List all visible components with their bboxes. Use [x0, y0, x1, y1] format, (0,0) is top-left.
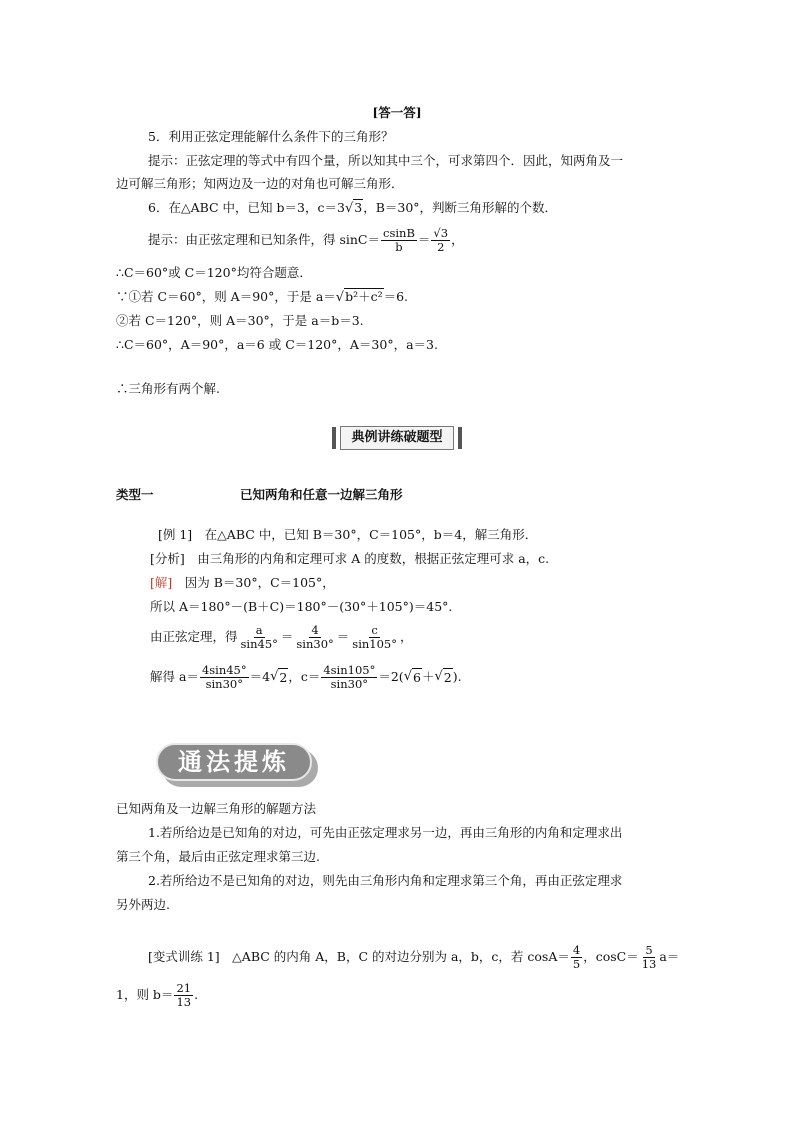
radicand: 3 — [354, 200, 363, 215]
exercise-line1: [变式训练 1] △ABC 的内角 A，B，C 的对边分别为 a，b，c，若 cosA＝ $\frac{4}{5}$ ，cosC＝ $\frac{5}{13}$ a＝ — [148, 942, 680, 971]
line-c-values: ∴C＝60°或 C＝120°均符合题意． — [116, 265, 312, 280]
fraction-5-over-13: $\frac{5}{13}$ — [641, 942, 657, 971]
sqrt-sign: √ — [344, 201, 354, 216]
method-p2-line2: 另外两边. — [116, 897, 170, 912]
solution-line1: [解] 因为 B＝30°，C＝105°， — [150, 575, 335, 590]
solution-line4: 解得 a＝ $\frac{4\sin 45^\circ}{\sin 30^\circ}$ ＝4 √ 2 ，c＝ $\frac{4\sin 105^\circ}{\sin 30^\circ}$ ＝2( √ 6 ＋ √ 2 ). — [150, 662, 462, 691]
qa-heading: [答一答] — [372, 105, 422, 120]
example-analysis: [分析] 由三角形的内角和定理可求 A 的度数，根据正弦定理可求 a，c. — [150, 551, 550, 566]
fraction-root3-over-2: $\frac{√3}{2}$ — [433, 225, 449, 254]
method-badge — [156, 743, 318, 787]
solution-tag: [解] — [150, 575, 173, 590]
method-p1-line2: 第三个角，最后由正弦定理求第三边. — [116, 849, 320, 864]
exercise-line2: 1，则 b＝ $\frac{21}{13}$ . — [116, 980, 199, 1009]
question-6-text: 6．在△ABC 中，已知 b＝3，c＝3 — [148, 200, 345, 215]
badge-label: 通法提炼 — [156, 743, 312, 781]
method-p2-line1: 2.若所给边不是已知角的对边，则先由三角形内角和定理求第三个角，再由正弦定理求 — [148, 873, 623, 888]
sqrt-sign: √ — [335, 290, 345, 305]
method-title: 已知两角及一边解三角形的解题方法 — [116, 801, 317, 816]
question-6-tail: ，B＝30°，判断三角形解的个数． — [363, 200, 558, 215]
example-1: [例 1] 在△ABC 中，已知 B＝30°，C＝105°，b＝4，解三角形． — [158, 527, 538, 542]
fraction-4-over-sin30: $\frac{4}{\sin 30^\circ}$ — [296, 622, 334, 651]
radicand: b²＋c² — [345, 289, 383, 304]
hint-5-line2: 边可解三角形；知两边及一边的对角也可解三角形． — [116, 176, 404, 191]
question-6 — [148, 199, 557, 218]
hint-6-text: 提示：由正弦定理和已知条件，得 sinC＝ — [148, 232, 381, 247]
line-case-1: ∵①若 C＝60°，则 A＝90°，于是 a＝√b²＋c²＝6. — [116, 289, 409, 305]
fraction-c-over-sin105: $\frac{c}{\sin 105^\circ}$ — [352, 622, 397, 651]
fraction-4-over-5: $\frac{4}{5}$ — [572, 942, 581, 971]
type-label: 类型一 — [116, 487, 154, 502]
method-p1-line1: 1.若所给边是已知角的对边，可先由正弦定理求另一边，再由三角形的内角和定理求出 — [148, 825, 623, 840]
type-title: 已知两角和任意一边解三角形 — [240, 487, 403, 502]
section-banner — [0, 426, 794, 454]
fraction-4sin45-over-sin30: $\frac{4\sin 45^\circ}{\sin 30^\circ}$ — [201, 662, 247, 691]
line-case-2: ②若 C＝120°，则 A＝30°，于是 a＝b＝3. — [116, 313, 364, 328]
question-5: 5．利用正弦定理能解什么条件下的三角形？ — [148, 129, 394, 144]
fraction-4sin105-over-sin30: $\frac{4\sin 105^\circ}{\sin 30^\circ}$ — [323, 662, 376, 691]
solution-line3: 由正弦定理，得 $\frac{a}{\sin 45^\circ}$ ＝ $\frac{4}{\sin 30^\circ}$ ＝ $\frac{c}{\sin 105^\circ}$ ， — [150, 622, 413, 651]
line-conclusion: ∴C＝60°，A＝90°，a＝6 或 C＝120°，A＝30°，a＝3. — [116, 337, 438, 352]
hint-5-line1: 提示：正弦定理的等式中有四个量，所以知其中三个，可求第四个．因此，知两角及一 — [148, 153, 624, 168]
banner-bar-right — [458, 427, 462, 449]
fraction-csinb-over-b: $\frac{csinB}{b}$ — [383, 225, 415, 254]
solution-line2: 所以 A＝180°－(B＋C)＝180°－(30°＋105°)＝45°. — [150, 599, 453, 614]
banner-label: 典例讲练破题型 — [340, 426, 453, 450]
fraction-21-over-13: $\frac{21}{13}$ — [176, 980, 192, 1009]
hint-6: 提示：由正弦定理和已知条件，得 sinC＝ $\frac{csinB}{b}$ ＝ $\frac{√3}{2}$ ， — [148, 225, 464, 254]
banner-bar-left — [332, 427, 336, 449]
fraction-a-over-sin45: $\frac{a}{\sin 45^\circ}$ — [240, 622, 278, 651]
line-two-solutions: ∴三角形有两个解. — [116, 381, 220, 396]
